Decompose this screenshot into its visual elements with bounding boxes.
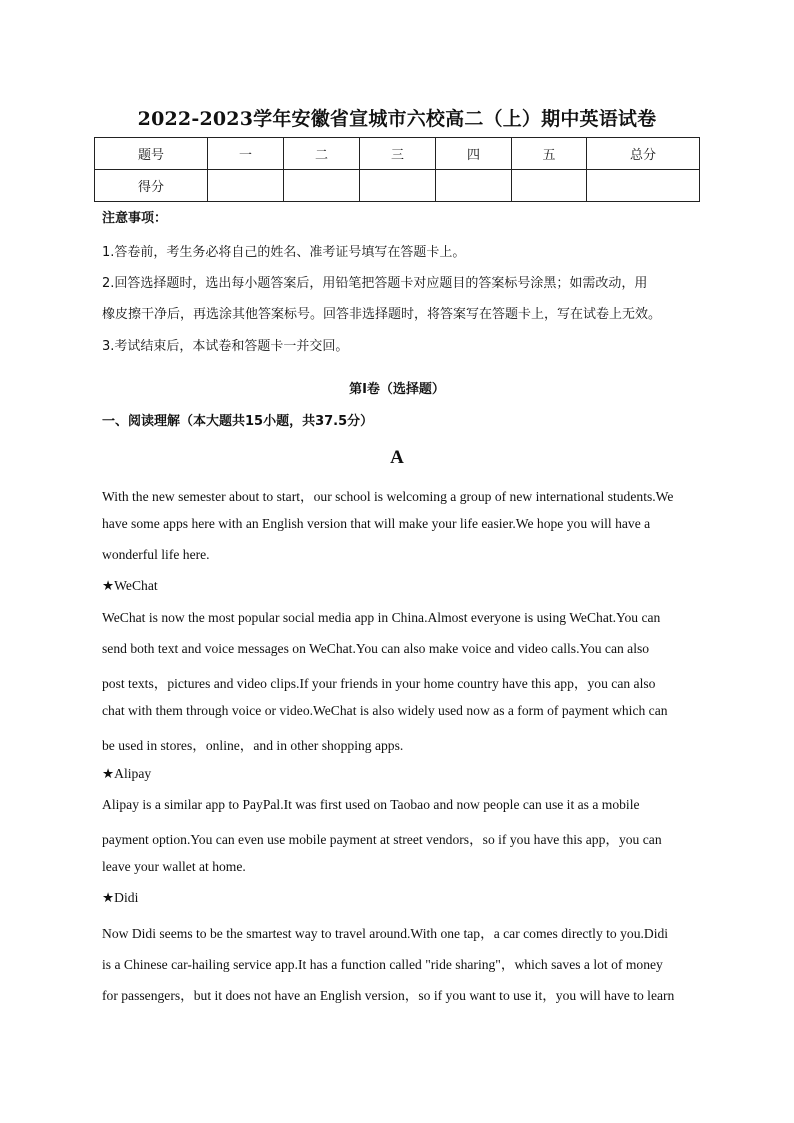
notice-item: 3.考试结束后，本试卷和答题卡一并交回。 (102, 339, 349, 354)
table-header-cell: 一 (208, 138, 284, 170)
passage-line: chat with them through voice or video.WeChat is also widely used now as a form of payment which can (102, 703, 668, 718)
table-row-label: 得分 (95, 170, 208, 202)
exam-title: 2022-2023学年安徽省宣城市六校高二（上）期中英语试卷 (137, 108, 657, 130)
passage-line: be used in stores，online，and in other shopping apps. (102, 738, 404, 753)
score-cell (587, 170, 700, 202)
table-header-cell: 题号 (95, 138, 208, 170)
score-cell (284, 170, 360, 202)
table-header-cell: 二 (284, 138, 360, 170)
section-title: 第I卷（选择题） (349, 382, 445, 397)
score-cell (436, 170, 512, 202)
passage-line: WeChat is now the most popular social media app in China.Almost everyone is using WeChat.You can (102, 610, 661, 625)
score-cell (208, 170, 284, 202)
score-table-header-row (95, 138, 700, 170)
passage-line: Now Didi seems to be the smartest way to travel around.With one tap，a car comes directly to you.Didi (102, 926, 669, 941)
passage-label: A (390, 447, 404, 468)
notice-heading: 注意事项： (102, 211, 168, 226)
table-header-cell: 四 (436, 138, 512, 170)
passage-line: payment option.You can even use mobile payment at street vendors，so if you have this app，you can (102, 832, 662, 847)
notice-item: 1.答卷前，考生务必将自己的姓名、准考证号填写在答题卡上。 (102, 245, 466, 260)
passage-line: With the new semester about to start，our school is welcoming a group of new international students.We (102, 489, 674, 504)
passage-subheading-alipay: ★Alipay (102, 766, 152, 781)
notice-item: 橡皮擦干净后，再选涂其他答案标号。回答非选择题时，将答案写在答题卡上，写在试卷上无效。 (102, 307, 662, 322)
table-header-cell: 三 (360, 138, 436, 170)
passage-line: leave your wallet at home. (102, 859, 246, 874)
passage-line: wonderful life here. (102, 547, 210, 562)
part-title: 一、阅读理解（本大题共15小题，共37.5分） (102, 414, 374, 429)
passage-line: Alipay is a similar app to PayPal.It was first used on Taobao and now people can use it as a mobile (102, 797, 640, 812)
passage-line: have some apps here with an English version that will make your life easier.We hope you will have a (102, 516, 651, 531)
table-header-cell: 总分 (587, 138, 700, 170)
passage-line: for passengers，but it does not have an English version，so if you want to use it，you will have to learn (102, 988, 675, 1003)
passage-line: post texts，pictures and video clips.If your friends in your home country have this app，you can also (102, 676, 656, 691)
score-cell (360, 170, 436, 202)
passage-line: send both text and voice messages on WeChat.You can also make voice and video calls.You can also (102, 641, 650, 656)
notice-item: 2.回答选择题时，选出每小题答案后，用铅笔把答题卡对应题目的答案标号涂黑；如需改动，用 (102, 276, 648, 291)
score-cell (512, 170, 587, 202)
passage-line: is a Chinese car-hailing service app.It has a function called "ride sharing"，which saves a lot of money (102, 957, 663, 972)
table-header-cell: 五 (512, 138, 587, 170)
score-table-score-row (95, 170, 700, 202)
passage-subheading-didi: ★Didi (102, 890, 139, 905)
score-table (94, 137, 700, 202)
passage-subheading-wechat: ★WeChat (102, 578, 158, 593)
